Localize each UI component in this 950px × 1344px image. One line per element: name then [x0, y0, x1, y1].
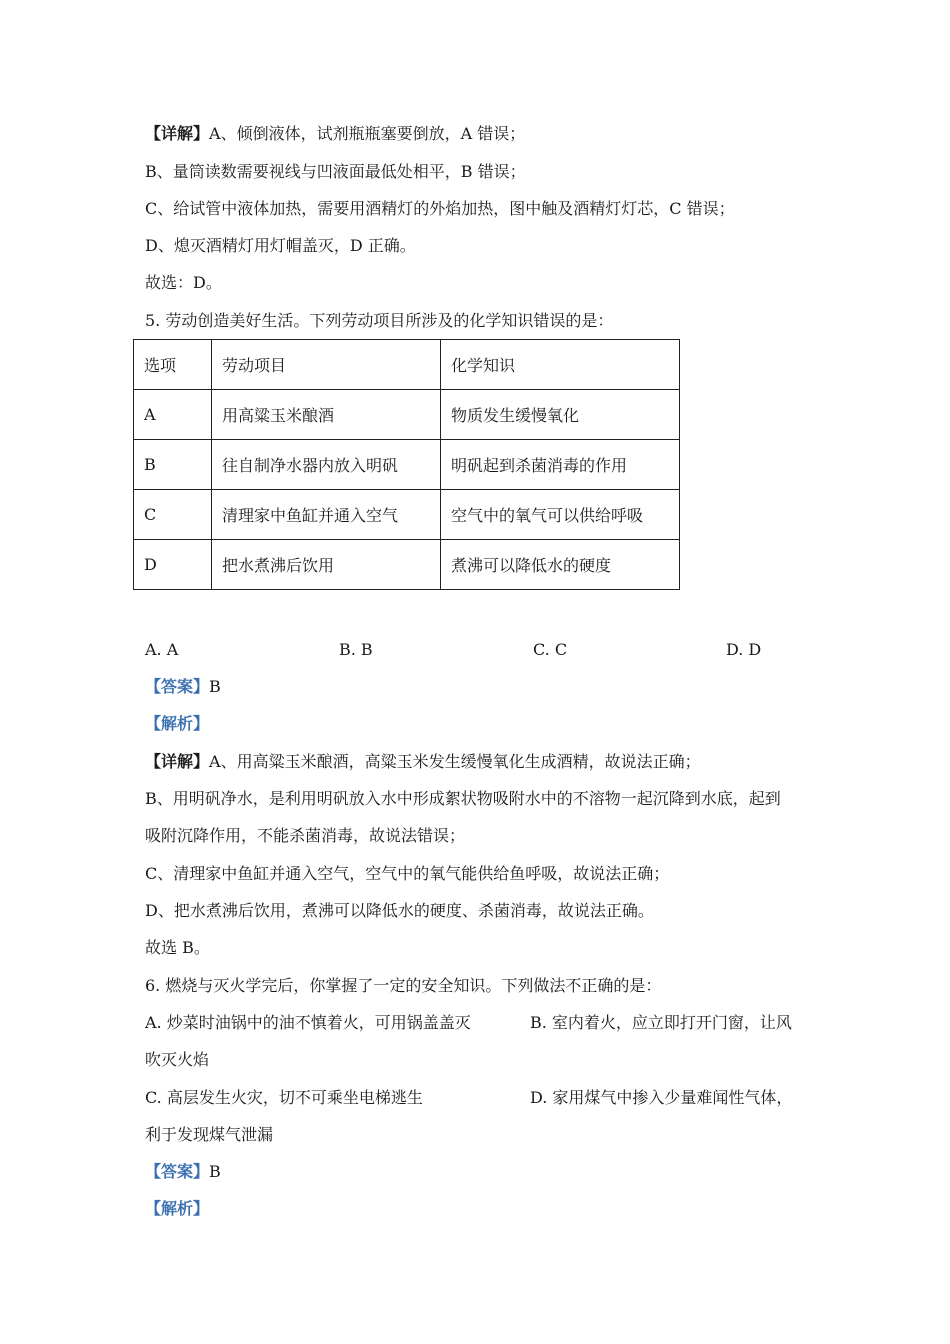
q5-option-d: D. D	[726, 640, 762, 659]
q4-detail-c: C、给试管中液体加热，需要用酒精灯的外焰加热，图中触及酒精灯灯芯，C 错误；	[145, 199, 735, 218]
table-cell: 煮沸可以降低水的硬度	[441, 540, 680, 590]
q5-detail-c: C、清理家中鱼缸并通入空气，空气中的氧气能供给鱼呼吸，故说法正确；	[145, 864, 670, 883]
q6-option-b-continued: 吹灭火焰	[145, 1050, 210, 1069]
q5-detail-a-text: A、用高粱玉米酿酒，高粱玉米发生缓慢氧化生成酒精，故说法正确；	[209, 752, 701, 771]
answer-label: 【答案】	[145, 677, 210, 696]
table-cell: B	[134, 440, 212, 490]
table-cell: A	[134, 390, 212, 440]
table-header-cell: 劳动项目	[212, 340, 441, 390]
table-cell: 用高粱玉米酿酒	[212, 390, 441, 440]
q4-detail-b: B、量筒读数需要视线与凹液面最低处相平，B 错误；	[145, 162, 526, 181]
q6-answer	[145, 1162, 221, 1182]
table-header-row	[134, 340, 680, 390]
q6-option-b: B. 室内着火，应立即打开门窗，让风	[530, 1013, 792, 1032]
q4-conclusion: 故选：D。	[145, 273, 222, 292]
detail-label: 【详解】	[145, 124, 210, 143]
q5-detail-d: D、把水煮沸后饮用，煮沸可以降低水的硬度、杀菌消毒，故说法正确。	[145, 901, 654, 920]
q5-table	[133, 339, 680, 590]
answer-value: B	[209, 1162, 221, 1181]
table-cell: 物质发生缓慢氧化	[441, 390, 680, 440]
q4-detail-a-text: A、倾倒液体，试剂瓶瓶塞要倒放，A 错误；	[209, 124, 526, 143]
q5-option-b: B. B	[339, 640, 373, 659]
q5-option-a: A. A	[145, 640, 179, 659]
q6-option-a: A. 炒菜时油锅中的油不慎着火，可用锅盖盖灭	[145, 1013, 471, 1032]
q5-answer	[145, 677, 221, 697]
answer-value: B	[209, 677, 221, 696]
table-cell: C	[134, 490, 212, 540]
q6-option-d: D. 家用煤气中掺入少量难闻性气体，	[530, 1088, 793, 1107]
table-header-cell: 化学知识	[441, 340, 680, 390]
answer-label: 【答案】	[145, 1162, 210, 1181]
q5-stem: 5. 劳动创造美好生活。下列劳动项目所涉及的化学知识错误的是：	[145, 311, 614, 330]
table-cell: 明矾起到杀菌消毒的作用	[441, 440, 680, 490]
table-row	[134, 540, 680, 590]
q6-option-d-continued: 利于发现煤气泄漏	[145, 1125, 274, 1144]
q4-detail-a	[145, 124, 525, 144]
q6-stem: 6. 燃烧与灭火学完后，你掌握了一定的安全知识。下列做法不正确的是：	[145, 976, 662, 995]
q5-option-c: C. C	[533, 640, 568, 659]
table-row	[134, 440, 680, 490]
table-row	[134, 390, 680, 440]
q5-detail-b2: 吸附沉降作用，不能杀菌消毒，故说法错误；	[145, 826, 466, 845]
table-cell: 清理家中鱼缸并通入空气	[212, 490, 441, 540]
detail-label: 【详解】	[145, 752, 210, 771]
q5-detail-b1: B、用明矾净水，是利用明矾放入水中形成絮状物吸附水中的不溶物一起沉降到水底，起到	[145, 789, 781, 808]
q6-option-c: C. 高层发生火灾，切不可乘坐电梯逃生	[145, 1088, 423, 1107]
table-cell: 把水煮沸后饮用	[212, 540, 441, 590]
q5-conclusion: 故选 B。	[145, 938, 210, 957]
table-cell: 空气中的氧气可以供给呼吸	[441, 490, 680, 540]
table-row	[134, 490, 680, 540]
q6-analysis-label: 【解析】	[145, 1199, 210, 1218]
table-header-cell: 选项	[134, 340, 212, 390]
q5-analysis-label: 【解析】	[145, 714, 210, 733]
table-cell: D	[134, 540, 212, 590]
q5-detail-a	[145, 752, 701, 772]
q4-detail-d: D、熄灭酒精灯用灯帽盖灭，D 正确。	[145, 236, 416, 255]
table-cell: 往自制净水器内放入明矾	[212, 440, 441, 490]
